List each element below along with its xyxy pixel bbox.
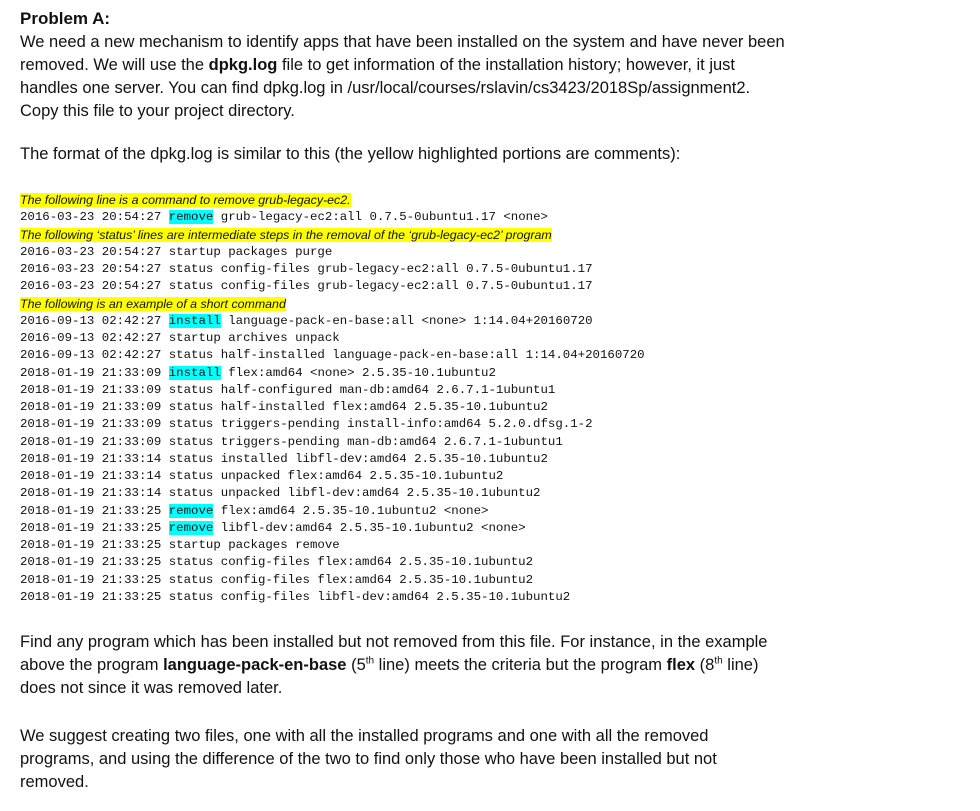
log-rest: grub-legacy-ec2:all 0.7.5-0ubuntu1.17 <none> [213,210,548,225]
suggest-line-2: programs, and using the difference of the two to find only those who have been installed but not [20,750,717,768]
suggest-line-1: We suggest creating two files, one with all the installed programs and one with all the removed [20,727,709,745]
log-row: 2016-09-13 02:42:27 status half-installed language-pack-en-base:all 1:14.04+20160720 [20,348,645,363]
log-row: 2018-01-19 21:33:14 status unpacked libfl-dev:amd64 2.5.35-10.1ubuntu2 [20,486,541,501]
intro-line-2-end: file to get information of the installation history; however, it just [277,56,736,74]
install-keyword-highlight: install [168,365,221,380]
intro-line-2 [20,54,960,77]
log-rest: flex:amd64 <none> 2.5.35-10.1ubuntu2 [220,365,496,380]
log-row [20,520,960,537]
log-timestamp: 2018-01-19 21:33:09 [20,365,169,380]
find-line-1: Find any program which has been installed but not removed from this file. For instance, in the example [20,633,768,651]
dpkg-log-example [20,192,960,606]
log-row: 2018-01-19 21:33:14 status installed libfl-dev:amd64 2.5.35-10.1ubuntu2 [20,451,548,466]
log-row: 2018-01-19 21:33:09 status triggers-pending install-info:amd64 5.2.0.dfsg.1-2 [20,417,593,432]
log-row: 2016-03-23 20:54:27 status config-files grub-legacy-ec2:all 0.7.5-0ubuntu1.17 [20,279,593,294]
remove-keyword-highlight: remove [168,520,214,535]
ordinal-suffix: th [365,655,375,667]
format-line: The format of the dpkg.log is similar to this (the yellow highlighted portions are comments): [20,145,681,163]
log-rest: language-pack-en-base:all <none> 1:14.04+20160720 [220,313,593,328]
log-row: 2018-01-19 21:33:25 startup packages remove [20,538,340,552]
format-paragraph [20,143,960,166]
suggest-line-3: removed. [20,773,89,791]
find-line-2-part: (8 [695,656,715,674]
log-row: 2018-01-19 21:33:25 status config-files libfl-dev:amd64 2.5.35-10.1ubuntu2 [20,589,571,604]
comment-highlight: The following ‘status’ lines are intermediate steps in the removal of the ‘grub-legacy-ec2’ program [20,227,552,242]
problem-title: Problem A: [20,9,111,28]
log-timestamp: 2016-09-13 02:42:27 [20,313,169,328]
dpkg-log-filename: dpkg.log [208,56,278,74]
log-comment [20,227,960,244]
intro-line-3: handles one server. You can find dpkg.log in /usr/local/courses/rslavin/cs3423/2018Sp/assignment2. [20,79,751,97]
document-page [20,6,960,794]
find-line-2-end: line) [722,656,759,674]
log-row: 2018-01-19 21:33:09 status half-installed flex:amd64 2.5.35-10.1ubuntu2 [20,400,548,414]
log-row: 2018-01-19 21:33:09 status half-configured man-db:amd64 2.6.7.1-1ubuntu1 [20,382,556,397]
find-line-2 [20,654,960,677]
intro-paragraph [20,31,960,123]
find-line-2-part: (5 [346,656,366,674]
log-row [20,313,960,330]
log-timestamp: 2016-03-23 20:54:27 [20,210,169,225]
log-timestamp: 2018-01-19 21:33:25 [20,503,169,518]
remove-keyword-highlight: remove [168,210,214,225]
find-paragraph [20,631,960,700]
log-row: 2018-01-19 21:33:14 status unpacked flex:amd64 2.5.35-10.1ubuntu2 [20,469,504,483]
ordinal-suffix: th [714,655,723,667]
log-comment [20,296,960,313]
log-rest: libfl-dev:amd64 2.5.35-10.1ubuntu2 <none> [213,520,526,535]
log-row [20,503,960,520]
install-keyword-highlight: install [168,313,221,328]
log-row: 2016-03-23 20:54:27 startup packages purge [20,244,333,259]
log-comment [20,192,960,209]
comment-highlight: The following is an example of a short command [20,296,286,311]
flex-name: flex [666,656,696,674]
language-pack-name: language-pack-en-base [163,656,347,674]
intro-line-2-start: removed. We will use the [20,56,209,74]
log-row: 2018-01-19 21:33:09 status triggers-pending man-db:amd64 2.6.7.1-1ubuntu1 [20,434,563,449]
log-row: 2018-01-19 21:33:25 status config-files flex:amd64 2.5.35-10.1ubuntu2 [20,555,534,570]
log-rest: flex:amd64 2.5.35-10.1ubuntu2 <none> [213,503,489,518]
suggest-paragraph [20,725,960,794]
log-timestamp: 2018-01-19 21:33:25 [20,520,169,535]
find-line-3: does not since it was removed later. [20,679,283,697]
log-row: 2016-09-13 02:42:27 startup archives unpack [20,331,340,345]
intro-line-4: Copy this file to your project directory. [20,102,295,120]
comment-highlight: The following line is a command to remove grub-legacy-ec2. [20,193,351,207]
log-row: 2018-01-19 21:33:25 status config-files flex:amd64 2.5.35-10.1ubuntu2 [20,572,534,587]
intro-line-1: We need a new mechanism to identify apps that have been installed on the system and have never been [20,33,785,51]
find-line-2-part: line) meets the criteria but the program [374,656,667,674]
log-row [20,365,960,382]
log-row: 2016-03-23 20:54:27 status config-files grub-legacy-ec2:all 0.7.5-0ubuntu1.17 [20,262,593,276]
log-row [20,209,960,226]
find-line-2-start: above the program [20,656,164,674]
remove-keyword-highlight: remove [168,503,214,518]
